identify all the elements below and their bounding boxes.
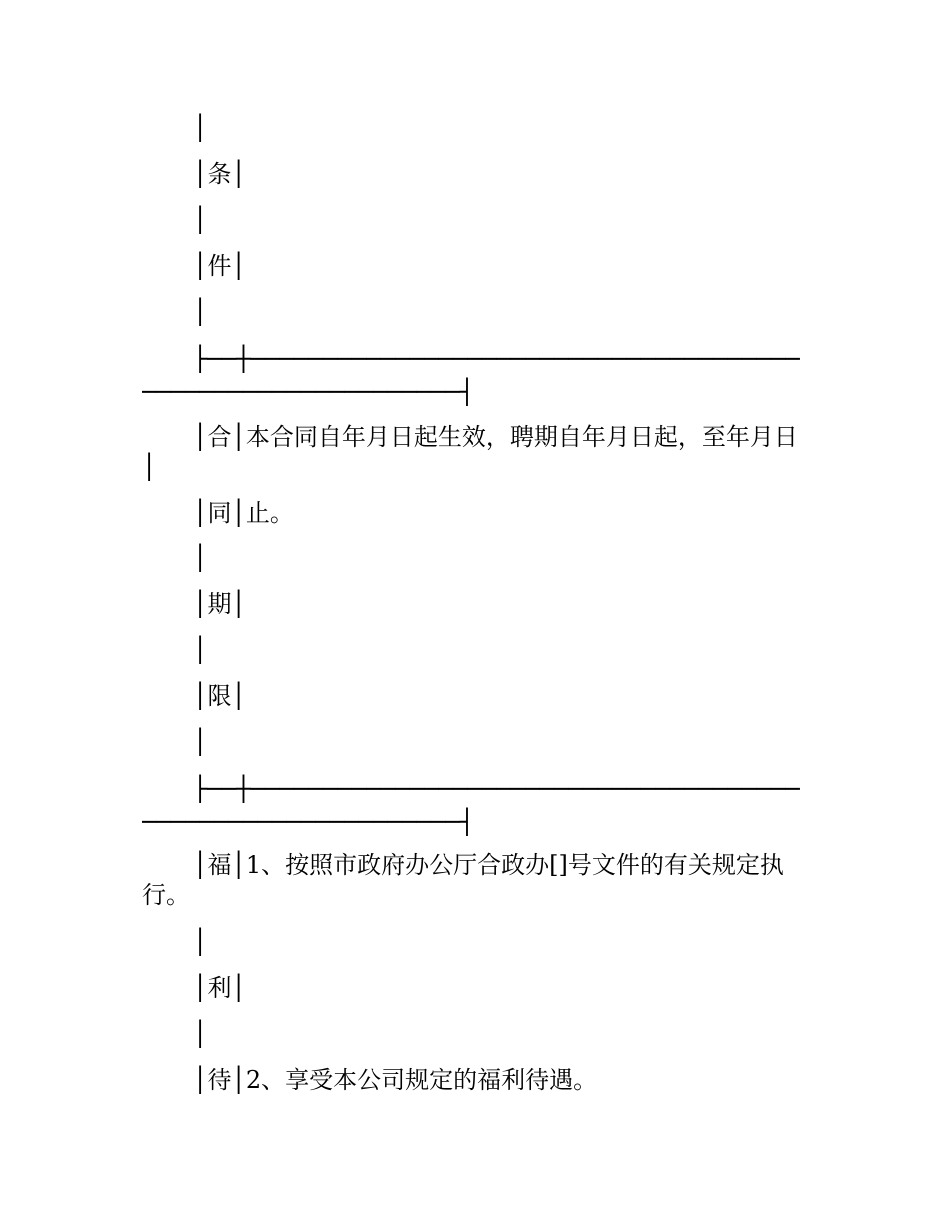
text-line: │ — [193, 928, 208, 956]
text-line: │ — [193, 728, 208, 756]
table-rule: ├──┼────────────────────────────────────────────────────────────┤ — [142, 345, 800, 406]
text-line: │ — [193, 114, 208, 142]
text-line: │利│ — [193, 974, 246, 1002]
text-line: │待│2、享受本公司规定的福利待遇。 — [193, 1066, 598, 1094]
text-line: │同│止。 — [193, 499, 294, 527]
text-line: │合│本合同自年月日起生效，聘期自年月日起，至年月日│ — [142, 423, 798, 481]
text-line: │条│ — [193, 160, 246, 188]
text-line: │ — [193, 206, 208, 234]
text-line: │限│ — [193, 682, 246, 710]
text-line: │期│ — [193, 590, 246, 618]
text-line: │ — [193, 544, 208, 572]
table-rule: ├──┼────────────────────────────────────────────────────────────┤ — [142, 775, 800, 836]
text-line: │ — [193, 298, 208, 326]
text-line: │ — [193, 636, 208, 664]
text-line: │福│1、按照市政府办公厅合政办[]号文件的有关规定执行。 — [142, 851, 784, 909]
text-line: │ — [193, 1020, 208, 1048]
text-line: │件│ — [193, 252, 246, 280]
